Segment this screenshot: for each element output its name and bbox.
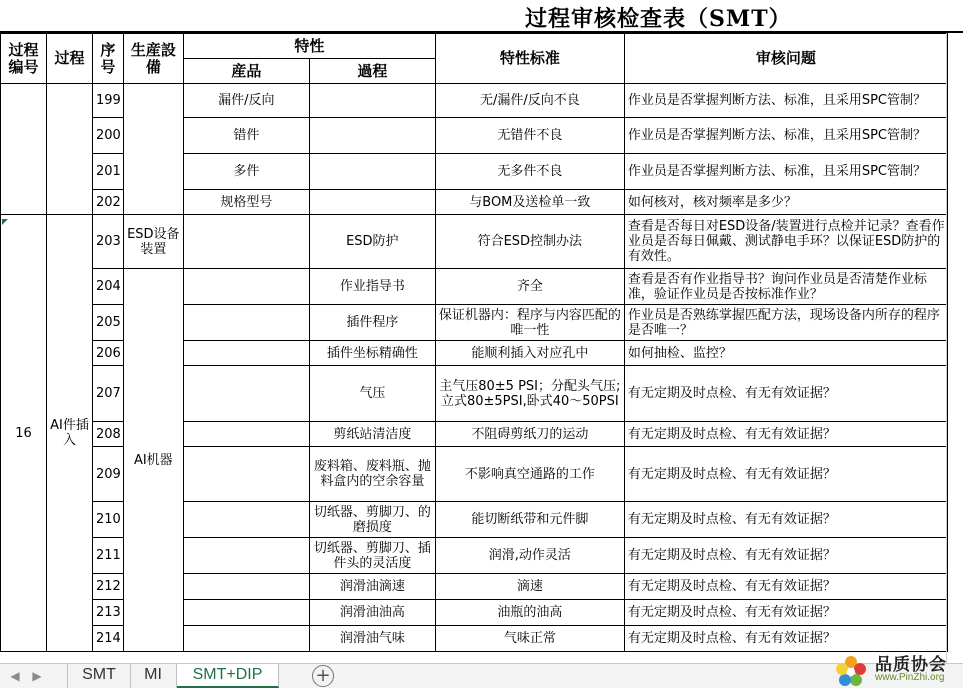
process-cell[interactable]: [309, 118, 435, 154]
header-product: 産品: [183, 59, 309, 84]
question-cell[interactable]: 有无定期及时点检、有无有效证据？: [624, 422, 947, 447]
std-cell[interactable]: 无错件不良: [435, 118, 624, 154]
process-cell[interactable]: 润滑油气味: [309, 626, 435, 652]
tab-smt[interactable]: SMT: [67, 664, 131, 688]
std-cell[interactable]: 润滑,动作灵活: [435, 538, 624, 574]
seq-cell[interactable]: 206: [93, 341, 124, 366]
question-cell[interactable]: 有无定期及时点检、有无有效证据？: [624, 538, 947, 574]
product-cell[interactable]: 多件: [183, 154, 309, 190]
sheet-tab-bar: [0, 663, 963, 688]
std-cell[interactable]: 滴速: [435, 574, 624, 600]
empty-cell[interactable]: [47, 84, 93, 215]
header-equip: 生産設備: [123, 34, 183, 84]
watermark-name: 品质协会: [875, 655, 947, 675]
product-cell[interactable]: [183, 215, 309, 269]
question-cell[interactable]: 有无定期及时点检、有无有效证据？: [624, 366, 947, 422]
process-cell[interactable]: ESD防护: [309, 215, 435, 269]
product-cell[interactable]: [183, 600, 309, 626]
process-cell[interactable]: 气压: [309, 366, 435, 422]
equip-cell[interactable]: [123, 84, 183, 215]
seq-cell[interactable]: 200: [93, 118, 124, 154]
std-cell[interactable]: 油瓶的油高: [435, 600, 624, 626]
std-cell[interactable]: 无多件不良: [435, 154, 624, 190]
tab-smt-dip[interactable]: SMT+DIP: [177, 664, 279, 688]
header-char: 特性: [183, 34, 435, 59]
sheet-title: 过程审核检查表（SMT）: [525, 6, 792, 32]
seq-cell[interactable]: 199: [93, 84, 124, 118]
seq-cell[interactable]: 212: [93, 574, 124, 600]
header-seq: 序号: [93, 34, 124, 84]
process-cell[interactable]: 作业指导书: [309, 269, 435, 305]
seq-cell[interactable]: 211: [93, 538, 124, 574]
std-cell[interactable]: 齐全: [435, 269, 624, 305]
question-cell[interactable]: 如何核对，核对频率是多少？: [624, 190, 947, 215]
seq-cell[interactable]: 202: [93, 190, 124, 215]
std-cell[interactable]: 无/漏件/反向不良: [435, 84, 624, 118]
empty-cell[interactable]: [1, 84, 47, 215]
watermark-url: www.PinZhi.org: [875, 672, 945, 683]
product-cell[interactable]: 错件: [183, 118, 309, 154]
std-cell[interactable]: 气味正常: [435, 626, 624, 652]
product-cell[interactable]: 漏件/反向: [183, 84, 309, 118]
tab-mi[interactable]: MI: [130, 664, 177, 688]
product-cell[interactable]: [183, 502, 309, 538]
header-proc-no: 过程编号: [1, 34, 47, 84]
product-cell[interactable]: [183, 269, 309, 305]
process-cell[interactable]: [309, 154, 435, 190]
std-cell[interactable]: 符合ESD控制办法: [435, 215, 624, 269]
add-sheet-icon[interactable]: +: [312, 665, 334, 687]
seq-cell[interactable]: 207: [93, 366, 124, 422]
std-cell[interactable]: 保证机器内：程序与内容匹配的唯一性: [435, 305, 624, 341]
next-sheet-icon[interactable]: ▶: [32, 669, 42, 683]
product-cell[interactable]: 规格型号: [183, 190, 309, 215]
question-cell[interactable]: 作业员是否掌握判断方法、标准，且采用SPC管制？: [624, 154, 947, 190]
proc-cell[interactable]: AI件插入: [47, 215, 93, 652]
product-cell[interactable]: [183, 447, 309, 502]
question-cell[interactable]: 有无定期及时点检、有无有效证据？: [624, 502, 947, 538]
question-cell[interactable]: 查看是否有作业指导书？询问作业员是否清楚作业标准，验证作业员是否按标准作业？: [624, 269, 947, 305]
audit-table: [0, 33, 948, 652]
equip-cell-esd[interactable]: ESD设备装置: [123, 215, 183, 269]
std-cell[interactable]: 能顺利插入对应孔中: [435, 341, 624, 366]
seq-cell[interactable]: 214: [93, 626, 124, 652]
cell-comment-marker: [2, 219, 8, 225]
process-cell[interactable]: 插件坐标精确性: [309, 341, 435, 366]
product-cell[interactable]: [183, 366, 309, 422]
std-cell[interactable]: 主气压80±5 PSI；分配头气压;立式80±5PSI,卧式40～50PSI: [435, 366, 624, 422]
question-cell[interactable]: 如何抽检、监控？: [624, 341, 947, 366]
question-cell[interactable]: 有无定期及时点检、有无有效证据？: [624, 574, 947, 600]
seq-cell[interactable]: 209: [93, 447, 124, 502]
question-cell[interactable]: 有无定期及时点检、有无有效证据？: [624, 626, 947, 652]
proc-no-cell[interactable]: 16: [1, 215, 47, 652]
std-cell[interactable]: 能切断纸带和元件脚: [435, 502, 624, 538]
header-proc: 过程: [47, 34, 93, 84]
std-cell[interactable]: 与BOM及送检单一致: [435, 190, 624, 215]
header-std: 特性标准: [435, 34, 624, 84]
adjacent-empty-column[interactable]: [946, 33, 963, 663]
std-cell[interactable]: 不影响真空通路的工作: [435, 447, 624, 502]
question-cell[interactable]: 作业员是否熟练掌握匹配方法，现场设备内所存的程序是否唯一？: [624, 305, 947, 341]
product-cell[interactable]: [183, 422, 309, 447]
seq-cell[interactable]: 208: [93, 422, 124, 447]
process-cell[interactable]: 切纸器、剪脚刀、插件头的灵活度: [309, 538, 435, 574]
equip-cell-ai[interactable]: AI机器: [123, 269, 183, 652]
seq-cell[interactable]: 204: [93, 269, 124, 305]
question-cell[interactable]: 作业员是否掌握判断方法、标准，且采用SPC管制？: [624, 118, 947, 154]
question-cell[interactable]: 作业员是否掌握判断方法、标准，且采用SPC管制？: [624, 84, 947, 118]
product-cell[interactable]: [183, 626, 309, 652]
process-cell[interactable]: 润滑油滴速: [309, 574, 435, 600]
product-cell[interactable]: [183, 574, 309, 600]
seq-cell[interactable]: 201: [93, 154, 124, 190]
process-cell[interactable]: 润滑油油高: [309, 600, 435, 626]
process-cell[interactable]: 废料箱、废料瓶、抛料盒内的空余容量: [309, 447, 435, 502]
question-cell[interactable]: 查看是否每日对ESD设备/装置进行点检并记录？查看作业员是否每日佩戴、测试静电手环？以保证ESD防护的有效性。: [624, 215, 947, 269]
seq-cell[interactable]: 210: [93, 502, 124, 538]
process-cell[interactable]: 插件程序: [309, 305, 435, 341]
process-cell[interactable]: 切纸器、剪脚刀、的磨损度: [309, 502, 435, 538]
product-cell[interactable]: [183, 538, 309, 574]
product-cell[interactable]: [183, 305, 309, 341]
product-cell[interactable]: [183, 341, 309, 366]
seq-cell[interactable]: 203: [93, 215, 124, 269]
question-cell[interactable]: 有无定期及时点检、有无有效证据？: [624, 600, 947, 626]
std-cell[interactable]: 不阻碍剪纸刀的运动: [435, 422, 624, 447]
header-process: 過程: [309, 59, 435, 84]
sheet-title-bar: [0, 0, 963, 33]
watermark: [834, 650, 963, 688]
seq-cell[interactable]: 205: [93, 305, 124, 341]
flower-logo-icon: [834, 654, 868, 688]
process-cell[interactable]: 剪纸站清洁度: [309, 422, 435, 447]
process-cell[interactable]: [309, 84, 435, 118]
header-question: 审核问题: [624, 34, 947, 84]
process-cell[interactable]: [309, 190, 435, 215]
question-cell[interactable]: 有无定期及时点检、有无有效证据？: [624, 447, 947, 502]
seq-cell[interactable]: 213: [93, 600, 124, 626]
prev-sheet-icon[interactable]: ◀: [10, 669, 20, 683]
